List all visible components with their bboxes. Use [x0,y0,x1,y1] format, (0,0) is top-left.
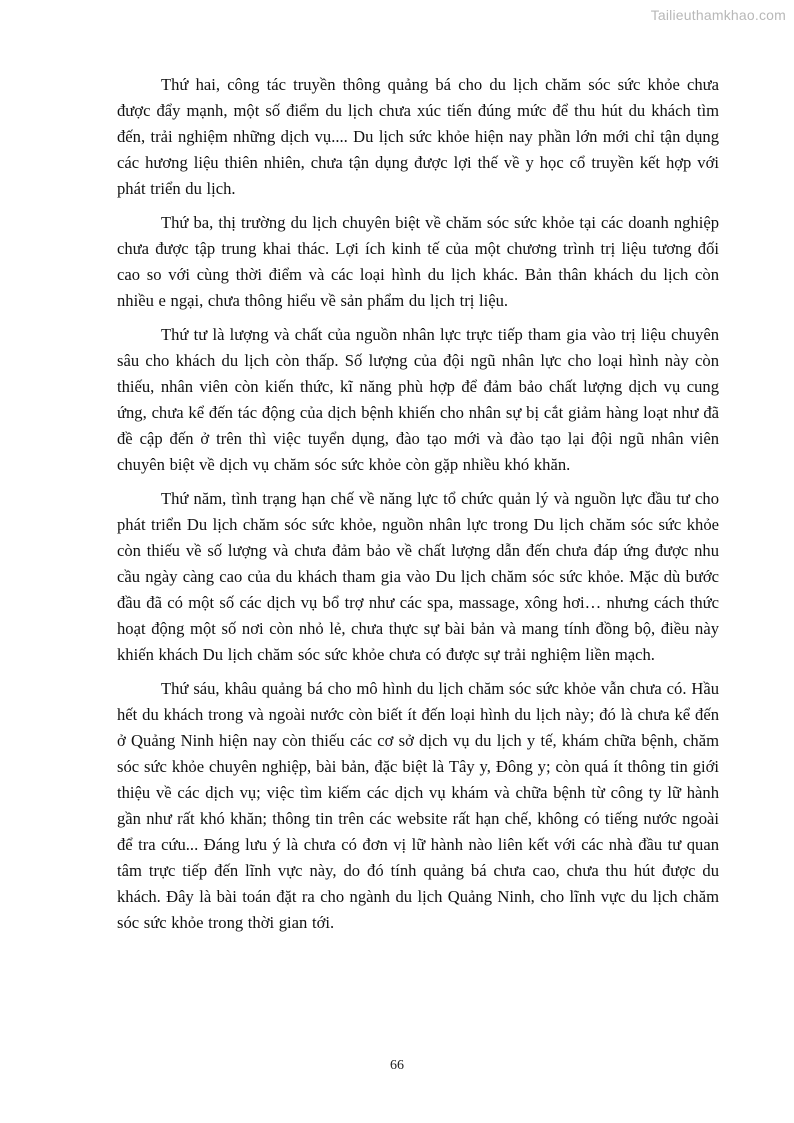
watermark: Tailieuthamkhao.com [650,7,786,23]
paragraph-thu-nam: Thứ năm, tình trạng hạn chế về năng lực tổ chức quản lý và nguồn lực đầu tư cho phát triển Du lịch chăm sóc sức khỏe, nguồn nhân lực trong Du lịch chăm sóc sức khỏe còn thiếu về số lượng và chưa đảm bảo về chất lượng dẫn đến chưa đáp ứng được nhu cầu ngày càng cao của du khách tham gia vào Du lịch chăm sóc sức khỏe. Mặc dù bước đầu đã có một số các dịch vụ bổ trợ như các spa, massage, xông hơi… nhưng cách thức hoạt động một số nơi còn nhỏ lẻ, chưa thực sự bài bản và mang tính đồng bộ, điều này khiến khách Du lịch chăm sóc sức khỏe chưa có được sự trải nghiệm liền mạch. [117,489,719,664]
paragraph-thu-tu: Thứ tư là lượng và chất của nguồn nhân lực trực tiếp tham gia vào trị liệu chuyên sâu cho khách du lịch còn thấp. Số lượng của đội ngũ nhân lực cho loại hình này còn thiếu, nhân viên còn kiến thức, kĩ năng phù hợp để đảm bảo chất lượng dịch vụ cung ứng, chưa kể đến tác động của dịch bệnh khiến cho nhân sự bị cắt giảm hàng loạt như đã đề cập đến ở trên thì việc tuyển dụng, đào tạo mới và đào tạo lại đội ngũ nhân viên chuyên biệt về dịch vụ chăm sóc sức khỏe còn gặp nhiều khó khăn. [117,325,719,474]
paragraph-thu-ba: Thứ ba, thị trường du lịch chuyên biệt về chăm sóc sức khỏe tại các doanh nghiệp chưa được tập trung khai thác. Lợi ích kinh tế của một chương trình trị liệu tương đối cao so với cùng thời điểm và các loại hình du lịch khác. Bản thân khách du lịch còn nhiều e ngại, chưa thông hiểu về sản phẩm du lịch trị liệu. [117,213,719,310]
page-number: 66 [390,1058,404,1073]
document-body [117,72,719,944]
paragraph-thu-sau: Thứ sáu, khâu quảng bá cho mô hình du lịch chăm sóc sức khỏe vẫn chưa có. Hầu hết du khách trong và ngoài nước còn biết ít đến loại hình du lịch này; đó là chưa kể đến ở Quảng Ninh hiện nay còn thiếu các cơ sở dịch vụ du lịch y tế, khám chữa bệnh, chăm sóc sức khỏe chuyên nghiệp, bài bản, đặc biệt là Tây y, Đông y; còn quá ít thông tin giới thiệu về các dịch vụ; việc tìm kiếm các dịch vụ khám và chữa bệnh từ công ty lữ hành gần như rất khó khăn; thông tin trên các website rất hạn chế, không có tiếng nước ngoài để tra cứu... Đáng lưu ý là chưa có đơn vị lữ hành nào liên kết với các nhà đầu tư quan tâm trực tiếp đến lĩnh vực này, do đó tính quảng bá chưa cao, chưa thu hút được du khách. Đây là bài toán đặt ra cho ngành du lịch Quảng Ninh, cho lĩnh vực du lịch chăm sóc sức khỏe trong thời gian tới. [117,679,719,932]
paragraph-thu-hai: Thứ hai, công tác truyền thông quảng bá cho du lịch chăm sóc sức khỏe chưa được đẩy mạnh, một số điểm du lịch chưa xúc tiến đúng mức để thu hút du khách tìm đến, trải nghiệm những dịch vụ.... Du lịch sức khỏe hiện nay phần lớn mới chỉ tận dụng các hương liệu thiên nhiên, chưa tận dụng được lợi thế về y học cổ truyền kết hợp với phát triển du lịch. [117,75,719,198]
